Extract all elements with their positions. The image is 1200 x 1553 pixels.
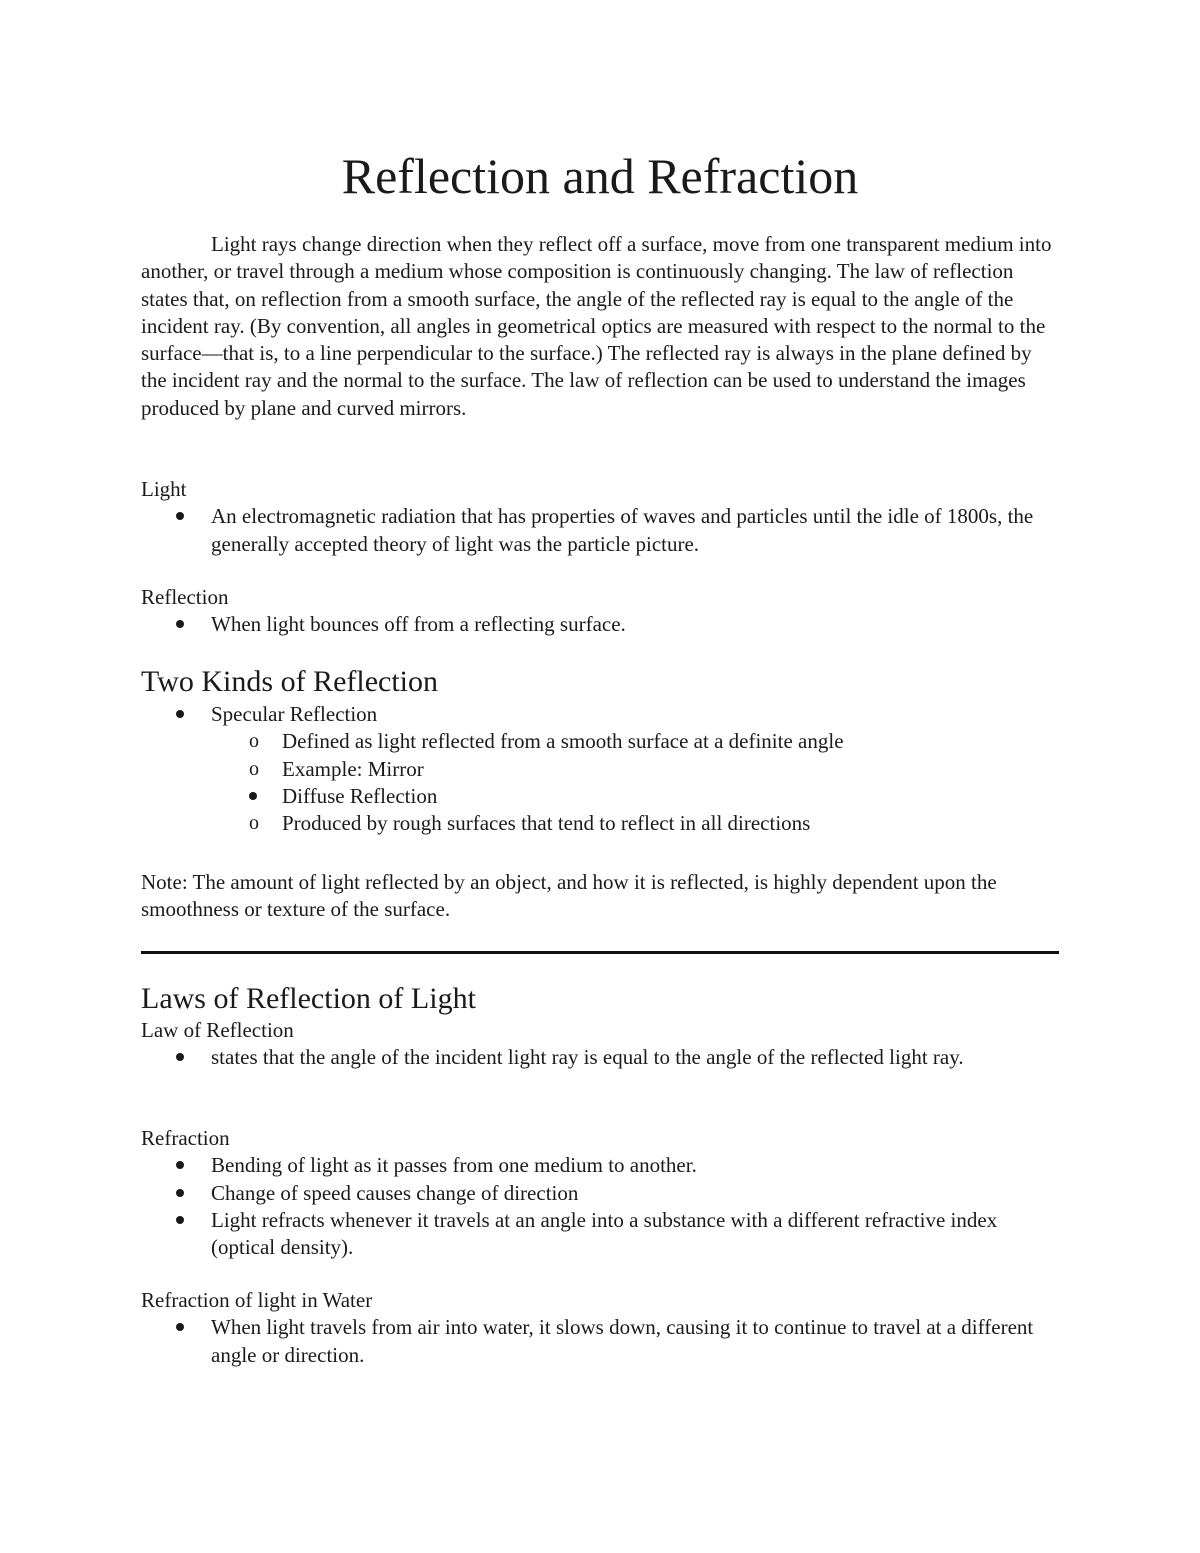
list-item [141,503,1059,558]
refraction-label: Refraction [141,1126,230,1150]
list-item [141,756,1059,783]
list-item-text: Change of speed causes change of direction [211,1180,579,1205]
list-item [141,1207,1059,1262]
reflection-section [141,584,1059,639]
list-item-text: Produced by rough surfaces that tend to reflect in all directions [282,811,811,836]
bullet-icon [176,701,196,728]
note-paragraph: Note: The amount of light reflected by an object, and how it is reflected, is highly dependent upon the smoothness or texture of the surface. [141,870,997,922]
light-section [141,476,1059,558]
bullet-icon [176,503,196,530]
bullet-icon [176,1180,196,1207]
two-kinds-heading: Two Kinds of Reflection [141,665,439,698]
reflection-label: Reflection [141,585,229,609]
list-item-text: Diffuse Reflection [282,783,438,808]
light-label: Light [141,477,187,501]
bullet-icon [176,1152,196,1179]
reflection-list [141,611,1059,638]
list-item [141,701,1059,728]
bullet-icon [176,1044,196,1071]
list-item-text: When light travels from air into water, it slows down, causing it to continue to travel at a different angle or direction. [211,1315,1034,1367]
two-kinds-section [141,664,1059,837]
list-item [141,728,1059,755]
list-item [141,1180,1059,1207]
bullet-icon [176,1207,196,1234]
list-item-text: states that the angle of the incident light ray is equal to the angle of the reflected light ray. [211,1045,964,1070]
circle-bullet-icon: o [249,730,259,753]
list-item [141,1044,1059,1071]
list-item [141,611,1059,638]
horizontal-rule [141,951,1059,954]
page-title: Reflection and Refraction [341,148,859,204]
list-item-text: Bending of light as it passes from one medium to another. [211,1153,697,1178]
refraction-water-list [141,1314,1059,1369]
list-item-text: When light bounces off from a reflecting surface. [211,612,626,637]
bullet-icon [249,783,269,810]
bullet-icon [176,1314,196,1341]
laws-section [141,981,1059,1072]
list-item [141,1152,1059,1179]
laws-heading: Laws of Reflection of Light [141,982,476,1015]
list-item-text: An electromagnetic radiation that has properties of waves and particles until the idle of 1800s, the generally accepted theory of light was the particle picture. [211,504,1034,556]
list-item-text: Example: Mirror [282,756,424,781]
list-item-text: Light refracts whenever it travels at an angle into a substance with a different refractive index (optical density). [211,1207,998,1260]
list-item [141,810,1059,837]
list-item-text: Specular Reflection [211,702,378,726]
list-item [141,783,1059,810]
refraction-water-section [141,1287,1059,1369]
intro-paragraph: Light rays change direction when they reflect off a surface, move from one transparent medium into another, or travel through a medium whose composition is continuously changing. The law of reflection states that, on reflection from a smooth surface, the angle of the reflected ray is equal to the angle of the incident ray. (By convention, all angles in geometrical optics are measured with respect to the normal to the surface—that is, to a line perpendicular to the surface.) The reflected ray is always in the plane defined by the incident ray and the normal to the surface. The law of reflection can be used to understand the images produced by plane and curved mirrors. [141,232,1052,420]
law-list [141,1044,1059,1071]
light-list [141,503,1059,558]
list-item-text: Defined as light reflected from a smooth surface at a definite angle [282,729,844,754]
refraction-list [141,1152,1059,1261]
circle-bullet-icon: o [249,812,259,835]
refraction-water-label: Refraction of light in Water [141,1288,373,1312]
bullet-icon [176,611,196,638]
circle-bullet-icon: o [249,757,259,780]
list-item [141,1314,1059,1369]
law-of-reflection-label: Law of Reflection [141,1018,294,1042]
refraction-section [141,1125,1059,1261]
two-kinds-list [141,701,1059,837]
